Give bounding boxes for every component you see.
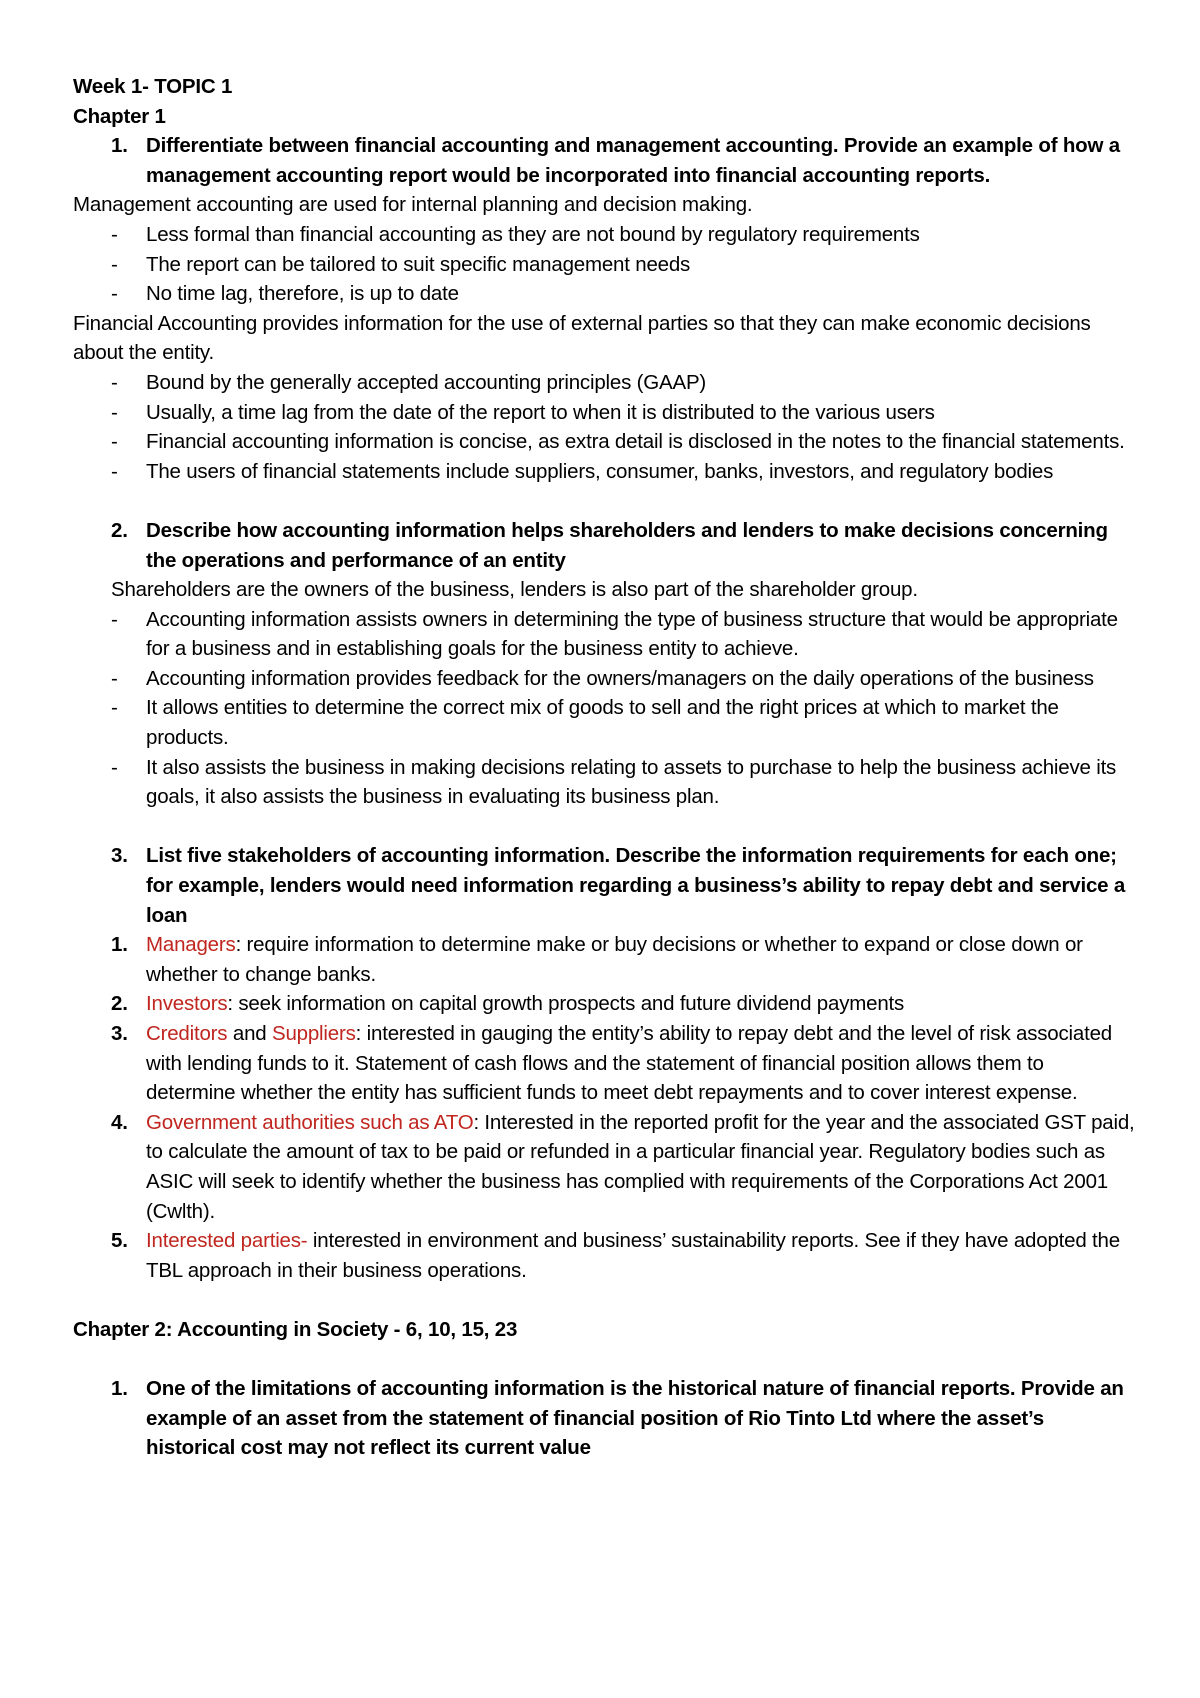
list-item: - Usually, a time lag from the date of the report to when it is distributed to the various users xyxy=(73,398,1138,428)
dash-marker: - xyxy=(111,222,118,246)
dash-marker: - xyxy=(111,252,118,276)
list-item: - It allows entities to determine the correct mix of goods to sell and the right prices at which to market the products. xyxy=(73,693,1138,752)
spacer xyxy=(73,486,1138,516)
stakeholder-label: Managers xyxy=(146,933,236,957)
question-text: Describe how accounting information helps shareholders and lenders to make decisions concerning the operations and performance of an entity xyxy=(146,518,1108,572)
question-number: 1. xyxy=(111,134,128,158)
list-item: - It also assists the business in making decisions relating to assets to purchase to help the business achieve its goals, it also assists the business in evaluating its business plan. xyxy=(73,753,1138,812)
dash-marker: - xyxy=(111,459,118,483)
list-item: - Accounting information provides feedback for the owners/managers on the daily operations of the business xyxy=(73,664,1138,694)
week-heading: Week 1- TOPIC 1 xyxy=(73,75,233,98)
question-number: 1. xyxy=(111,1377,128,1401)
dash-marker: - xyxy=(111,370,118,394)
list-item: - No time lag, therefore, is up to date xyxy=(73,279,1138,309)
fin-intro: Financial Accounting provides information for the use of external parties so that they can make economic decisions about the entity. xyxy=(73,311,1091,365)
list-item: - Bound by the generally accepted accounting principles (GAAP) xyxy=(73,368,1138,398)
list-item: - The users of financial statements include suppliers, consumer, banks, investors, and regulatory bodies xyxy=(73,457,1138,487)
stakeholder-label: Suppliers xyxy=(271,1022,356,1045)
chapter1-heading: Chapter 1 xyxy=(73,104,166,128)
stakeholder-label: Government authorities such as ATO xyxy=(146,1110,474,1134)
question-2 xyxy=(73,516,1138,575)
question-text: Differentiate between financial accounting and management accounting. Provide an example of how a management accounting report would be incorporated into financial accounting reports. xyxy=(146,134,1120,187)
question-number: 3. xyxy=(111,844,128,868)
q2-intro: Shareholders are the owners of the business, lenders is also part of the shareholder group. xyxy=(111,578,918,602)
question-text: One of the limitations of accounting information is the historical nature of financial reports. Provide an example of an asset from the statement of financial position of Rio Tinto Ltd where the asset’s historical cost may not reflect its current value xyxy=(146,1377,1124,1460)
question-3 xyxy=(73,841,1138,930)
list-item: - Less formal than financial accounting as they are not bound by regulatory requirements xyxy=(73,220,1138,250)
dash-marker: - xyxy=(111,607,118,631)
mgmt-intro: Management accounting are used for internal planning and decision making. xyxy=(73,193,753,217)
dash-marker: - xyxy=(111,666,118,690)
question-number: 2. xyxy=(111,518,128,542)
list-item: - Accounting information assists owners in determining the type of business structure that would be appropriate for a business and in establishing goals for the business entity to achieve. xyxy=(73,605,1138,664)
stakeholder-label: Investors xyxy=(146,992,228,1016)
stakeholder-label: Interested parties- xyxy=(146,1229,308,1253)
chapter2-heading: Chapter 2: Accounting in Society - 6, 10, 15, 23 xyxy=(73,1317,518,1341)
list-item: - The report can be tailored to suit specific management needs xyxy=(73,250,1138,280)
stakeholder-item: 4. Government authorities such as ATO: Interested in the reported profit for the year and the associated GST paid, to calculate the amount of tax to be paid or refunded in a particular financial year. Regulatory bodies such as ASIC will seek to identify whether the business has complied with requirements of the Corporations Act 2001 (Cwlth). xyxy=(111,1110,1135,1223)
stakeholder-item: 1. Managers: require information to determine make or buy decisions or whether to expand or close down or whether to change banks. xyxy=(111,933,1083,986)
list-item: - Financial accounting information is concise, as extra detail is disclosed in the notes to the financial statements. xyxy=(73,427,1138,457)
document-page xyxy=(73,72,1138,1463)
dash-marker: - xyxy=(111,430,118,454)
dash-marker: - xyxy=(111,282,118,306)
chapter2-question-1 xyxy=(73,1374,1138,1463)
spacer xyxy=(73,1345,1138,1375)
dash-marker: - xyxy=(111,696,118,720)
question-text: List five stakeholders of accounting information. Describe the information requirements for each one; for example, lenders would need information regarding a business’s ability to repay debt and service a loan xyxy=(146,844,1126,927)
dash-marker: - xyxy=(111,755,118,779)
stakeholder-label: Creditors xyxy=(146,1022,228,1045)
stakeholder-item: 2. Investors: seek information on capital growth prospects and future dividend payments xyxy=(111,992,905,1016)
spacer xyxy=(73,812,1138,842)
dash-marker: - xyxy=(111,400,118,424)
stakeholder-item: 3. Creditors and Suppliers: interested in gauging the entity’s ability to repay debt and the level of risk associated with lending funds to it. Statement of cash flows and the statement of financial position allows them to determine whether the entity has sufficient funds to meet debt repayments and to cover interest expense. xyxy=(111,1022,1112,1105)
spacer xyxy=(73,1285,1138,1315)
stakeholder-item: 5. Interested parties- interested in environment and business’ sustainability reports. See if they have adopted the TBL approach in their business operations. xyxy=(111,1229,1120,1282)
question-1 xyxy=(73,131,1138,190)
